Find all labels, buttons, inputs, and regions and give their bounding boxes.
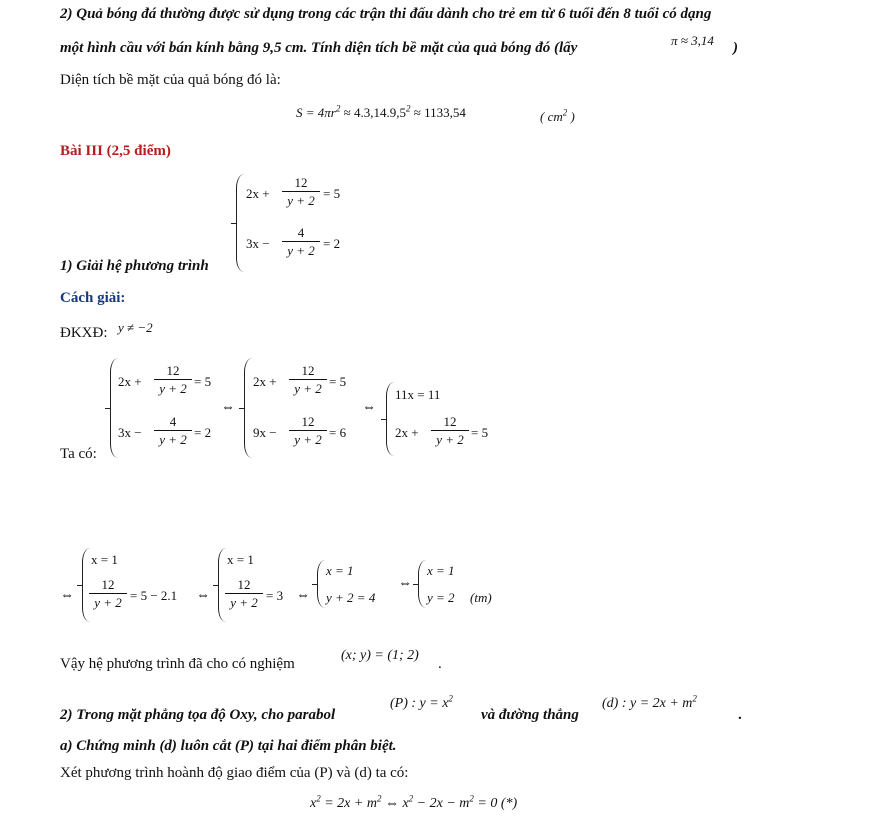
page-lower bbox=[0, 535, 871, 827]
eq-x1: x bbox=[310, 796, 317, 811]
s1-r1-left: 2x + bbox=[118, 374, 142, 389]
eq-part2: ⇔ x bbox=[381, 796, 409, 811]
s1-r2-left: 3x − bbox=[118, 425, 142, 440]
c2-r1: x = 1 bbox=[227, 552, 254, 567]
eq-part4: = 0 (*) bbox=[473, 796, 518, 811]
step2-brace-4 bbox=[418, 560, 426, 608]
equiv-2: ⇔ bbox=[362, 400, 376, 415]
sys-row1-num: 12 bbox=[294, 175, 308, 190]
eq-part1: = 2x + m bbox=[324, 796, 377, 811]
s1-r1-den: y + 2 bbox=[154, 379, 192, 395]
s3-r1: 11x = 11 bbox=[395, 387, 441, 402]
step1-brace-2 bbox=[244, 358, 252, 458]
conclusion-dot: . bbox=[438, 656, 442, 672]
problem-2-line-1: 2) Quả bóng đá thường được sử dụng trong các trận thi đấu dành cho trẻ em từ 6 tuổi đến 8 tuổi có dạng bbox=[60, 6, 712, 22]
sys-row2-num: 4 bbox=[297, 225, 305, 240]
section-3-heading: Bài III (2,5 điểm) bbox=[60, 143, 171, 159]
problem-2-line-2: một hình cầu với bán kính bằng 9,5 cm. Tính diện tích bề mặt của quả bóng đó (lấy bbox=[60, 40, 578, 56]
s1-r2-frac bbox=[154, 415, 192, 446]
equiv-3: ⇔ bbox=[60, 588, 74, 603]
s3-r2-left: 2x + bbox=[395, 425, 419, 440]
tm-note: (tm) bbox=[470, 590, 492, 605]
solution-label: Cách giải: bbox=[60, 290, 126, 306]
s2-r1-den: y + 2 bbox=[289, 379, 327, 395]
q2-line-eq bbox=[602, 693, 697, 711]
s2-r1-left: 2x + bbox=[253, 374, 277, 389]
c2-r2-frac bbox=[225, 578, 263, 609]
condition-value: y ≠ −2 bbox=[118, 320, 153, 335]
s2-r2-left: 9x − bbox=[253, 425, 277, 440]
parabol-sq: 2 bbox=[448, 693, 453, 704]
step1-brace-3 bbox=[386, 382, 394, 456]
surface-formula bbox=[296, 103, 466, 120]
c2-r2-den: y + 2 bbox=[225, 593, 263, 609]
c3-r2: y + 2 = 4 bbox=[326, 590, 376, 605]
s3-r2-den: y + 2 bbox=[431, 430, 469, 446]
sys-row1-den: y + 2 bbox=[282, 191, 320, 207]
sys-row1-right: = 5 bbox=[323, 186, 341, 201]
unit-close: ) bbox=[567, 109, 575, 124]
s2-r1-frac bbox=[289, 364, 327, 395]
s1-r1-num: 12 bbox=[166, 363, 180, 378]
eq-sq2: 2 bbox=[376, 793, 382, 804]
q2-intro: 2) Trong mặt phẳng tọa độ Oxy, cho parabol bbox=[60, 707, 336, 723]
s2-r1-right: = 5 bbox=[329, 374, 347, 389]
c2-r2-right: = 3 bbox=[266, 588, 284, 603]
s1-r2-num: 4 bbox=[169, 414, 177, 429]
part-a: a) Chứng minh (d) luôn cắt (P) tại hai điểm phân biệt. bbox=[60, 738, 397, 754]
condition-label: ĐKXĐ: bbox=[60, 325, 108, 341]
conclusion-solution: (x; y) = (1; 2) bbox=[341, 648, 419, 663]
sys-row1-left: 2x + bbox=[246, 186, 270, 201]
s2-r2-num: 12 bbox=[301, 414, 315, 429]
formula-lhs: S = 4πr bbox=[296, 105, 336, 120]
conclusion-text: Vậy hệ phương trình đã cho có nghiệm bbox=[60, 656, 295, 672]
step2-brace-3 bbox=[317, 560, 325, 608]
c3-r1: x = 1 bbox=[326, 563, 354, 578]
equiv-1: ⇔ bbox=[221, 400, 235, 415]
equiv-4: ⇔ bbox=[196, 588, 210, 603]
ta-co-label: Ta có: bbox=[60, 446, 97, 462]
system-brace bbox=[236, 174, 244, 272]
question-1-label: 1) Giải hệ phương trình bbox=[60, 258, 209, 274]
sys-row2-den: y + 2 bbox=[282, 241, 320, 257]
c1-r2-den: y + 2 bbox=[89, 593, 127, 609]
step1-brace-1 bbox=[110, 358, 118, 458]
c4-r2: y = 2 bbox=[427, 590, 455, 605]
answer-intro: Diện tích bề mặt của quả bóng đó là: bbox=[60, 72, 281, 88]
line-eq-sq: 2 bbox=[692, 693, 697, 704]
s1-r2-right: = 2 bbox=[194, 425, 212, 440]
q2-parabol bbox=[390, 693, 453, 711]
sys-row2-left: 3x − bbox=[246, 236, 270, 251]
page-break-gap bbox=[0, 492, 871, 535]
sys-row2-right: = 2 bbox=[323, 236, 341, 251]
s2-r2-den: y + 2 bbox=[289, 430, 327, 446]
c1-r2-right: = 5 − 2.1 bbox=[130, 588, 178, 603]
q2-and-line: và đường thẳng bbox=[481, 707, 579, 723]
equiv-6: ⇔ bbox=[398, 576, 412, 591]
pi-approximation: π ≈ 3,14 bbox=[671, 33, 714, 48]
s3-r2-frac bbox=[431, 415, 469, 446]
unit-cm2 bbox=[540, 107, 575, 124]
equiv-5: ⇔ bbox=[296, 588, 310, 603]
formula-mid: ≈ 4.3,14.9,5 bbox=[340, 105, 406, 120]
formula-sq-1: 2 bbox=[335, 103, 341, 114]
s3-r2-right: = 5 bbox=[471, 425, 489, 440]
sys-row1-fraction bbox=[282, 176, 320, 207]
s2-r2-right: = 6 bbox=[329, 425, 347, 440]
c4-r1: x = 1 bbox=[427, 563, 455, 578]
intersection-equation bbox=[310, 793, 518, 811]
s1-r1-right: = 5 bbox=[194, 374, 212, 389]
eq-sq3: 2 bbox=[408, 793, 414, 804]
q2-dot: . bbox=[738, 707, 742, 723]
formula-sq-2: 2 bbox=[406, 103, 411, 114]
c2-r2-num: 12 bbox=[237, 577, 251, 592]
s2-r1-num: 12 bbox=[301, 363, 315, 378]
c1-r2-num: 12 bbox=[101, 577, 115, 592]
formula-rhs: ≈ 1133,54 bbox=[410, 105, 466, 120]
sys-row2-fraction bbox=[282, 226, 320, 257]
consider-text: Xét phương trình hoành độ giao điểm của (P) và (d) ta có: bbox=[60, 765, 409, 781]
close-paren: ) bbox=[733, 40, 738, 56]
s1-r1-frac bbox=[154, 364, 192, 395]
eq-sq4: 2 bbox=[469, 793, 474, 804]
line-eq-text: (d) : y = 2x + m bbox=[602, 696, 693, 711]
unit-sq: 2 bbox=[562, 107, 568, 118]
parabol-text: (P) : y = x bbox=[390, 696, 449, 711]
c1-r2-frac bbox=[89, 578, 127, 609]
s1-r2-den: y + 2 bbox=[154, 430, 192, 446]
eq-sq1: 2 bbox=[316, 793, 321, 804]
eq-part3: − 2x − m bbox=[413, 796, 470, 811]
s3-r2-num: 12 bbox=[443, 414, 457, 429]
unit-text: ( cm bbox=[540, 109, 563, 124]
c1-r1: x = 1 bbox=[91, 552, 118, 567]
s2-r2-frac bbox=[289, 415, 327, 446]
